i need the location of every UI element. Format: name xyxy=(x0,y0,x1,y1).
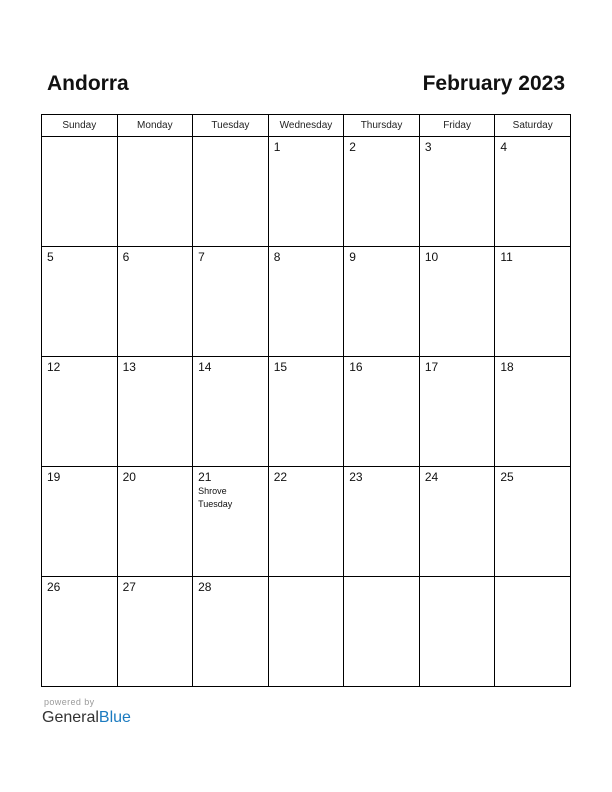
logo-text-general: General xyxy=(42,709,99,726)
day-number: 28 xyxy=(198,580,212,594)
weekday-header-sunday: Sunday xyxy=(42,115,118,137)
day-cell xyxy=(495,357,571,467)
day-cell xyxy=(495,137,571,247)
day-number xyxy=(42,137,117,140)
day-cell xyxy=(344,357,420,467)
day-cell xyxy=(117,247,193,357)
day-number: 5 xyxy=(47,250,54,264)
day-cell xyxy=(268,577,344,687)
day-number: 18 xyxy=(500,360,514,374)
day-cell xyxy=(495,467,571,577)
day-number: 25 xyxy=(500,470,514,484)
day-number: 17 xyxy=(424,360,439,374)
day-cell xyxy=(419,137,495,247)
day-number: 8 xyxy=(273,250,281,264)
day-number: 9 xyxy=(349,250,356,264)
calendar-month-title: February 2023 xyxy=(422,72,565,95)
day-cell xyxy=(495,247,571,357)
weekday-header-row xyxy=(42,115,571,137)
holiday-label: Shrove Tuesday xyxy=(198,486,233,509)
day-number: 1 xyxy=(273,140,281,154)
week-row xyxy=(42,467,571,577)
day-number: 15 xyxy=(273,360,288,374)
day-cell xyxy=(42,467,118,577)
day-number: 16 xyxy=(349,360,363,374)
calendar-country-title: Andorra xyxy=(47,72,129,95)
logo-text-blue: Blue xyxy=(98,709,131,726)
day-cell xyxy=(117,137,193,247)
weekday-header-wednesday: Wednesday xyxy=(268,115,344,137)
day-cell xyxy=(193,357,269,467)
day-number: 14 xyxy=(198,360,212,374)
day-cell xyxy=(344,467,420,577)
day-cell xyxy=(193,577,269,687)
day-number: 27 xyxy=(122,580,136,594)
day-number: 21 xyxy=(198,470,212,484)
day-number: 3 xyxy=(424,140,432,154)
calendar-grid xyxy=(41,114,571,687)
footer-branding xyxy=(42,697,131,728)
day-number xyxy=(420,577,495,580)
day-number: 26 xyxy=(47,580,61,594)
day-cell xyxy=(495,577,571,687)
day-cell xyxy=(419,247,495,357)
weekday-header-saturday: Saturday xyxy=(495,115,571,137)
generalblue-logo[interactable] xyxy=(42,708,131,728)
day-cell xyxy=(268,247,344,357)
day-number xyxy=(118,137,193,140)
day-cell xyxy=(42,357,118,467)
day-number xyxy=(193,137,268,140)
day-cell xyxy=(419,357,495,467)
week-row xyxy=(42,357,571,467)
day-cell xyxy=(117,467,193,577)
day-number: 10 xyxy=(424,250,439,264)
day-number xyxy=(269,577,344,580)
weekday-header-friday: Friday xyxy=(419,115,495,137)
day-number: 13 xyxy=(122,360,136,374)
weekday-header-thursday: Thursday xyxy=(344,115,420,137)
day-cell xyxy=(117,357,193,467)
weekday-header-tuesday: Tuesday xyxy=(193,115,269,137)
day-cell xyxy=(419,577,495,687)
day-cell xyxy=(344,137,420,247)
day-cell xyxy=(344,577,420,687)
day-number: 24 xyxy=(424,470,439,484)
day-number: 19 xyxy=(47,470,61,484)
day-number: 23 xyxy=(349,470,363,484)
day-number: 11 xyxy=(500,250,513,264)
day-cell xyxy=(419,467,495,577)
day-cell xyxy=(42,247,118,357)
day-cell xyxy=(268,357,344,467)
day-cell-holiday xyxy=(193,467,269,577)
day-number: 22 xyxy=(273,470,288,484)
day-number: 7 xyxy=(198,250,205,264)
day-cell xyxy=(268,467,344,577)
day-number: 20 xyxy=(122,470,136,484)
day-number: 12 xyxy=(47,360,61,374)
week-row xyxy=(42,137,571,247)
weekday-header-monday: Monday xyxy=(117,115,193,137)
day-cell xyxy=(344,247,420,357)
day-number xyxy=(344,577,419,580)
day-number: 4 xyxy=(500,140,508,154)
day-cell xyxy=(117,577,193,687)
day-cell xyxy=(193,137,269,247)
week-row xyxy=(42,577,571,687)
day-cell xyxy=(42,577,118,687)
day-cell xyxy=(268,137,344,247)
day-cell xyxy=(193,247,269,357)
powered-by-label: powered by xyxy=(44,697,95,707)
day-number: 2 xyxy=(349,140,356,154)
day-cell xyxy=(42,137,118,247)
day-number: 6 xyxy=(122,250,130,264)
week-row xyxy=(42,247,571,357)
day-number xyxy=(495,577,570,580)
